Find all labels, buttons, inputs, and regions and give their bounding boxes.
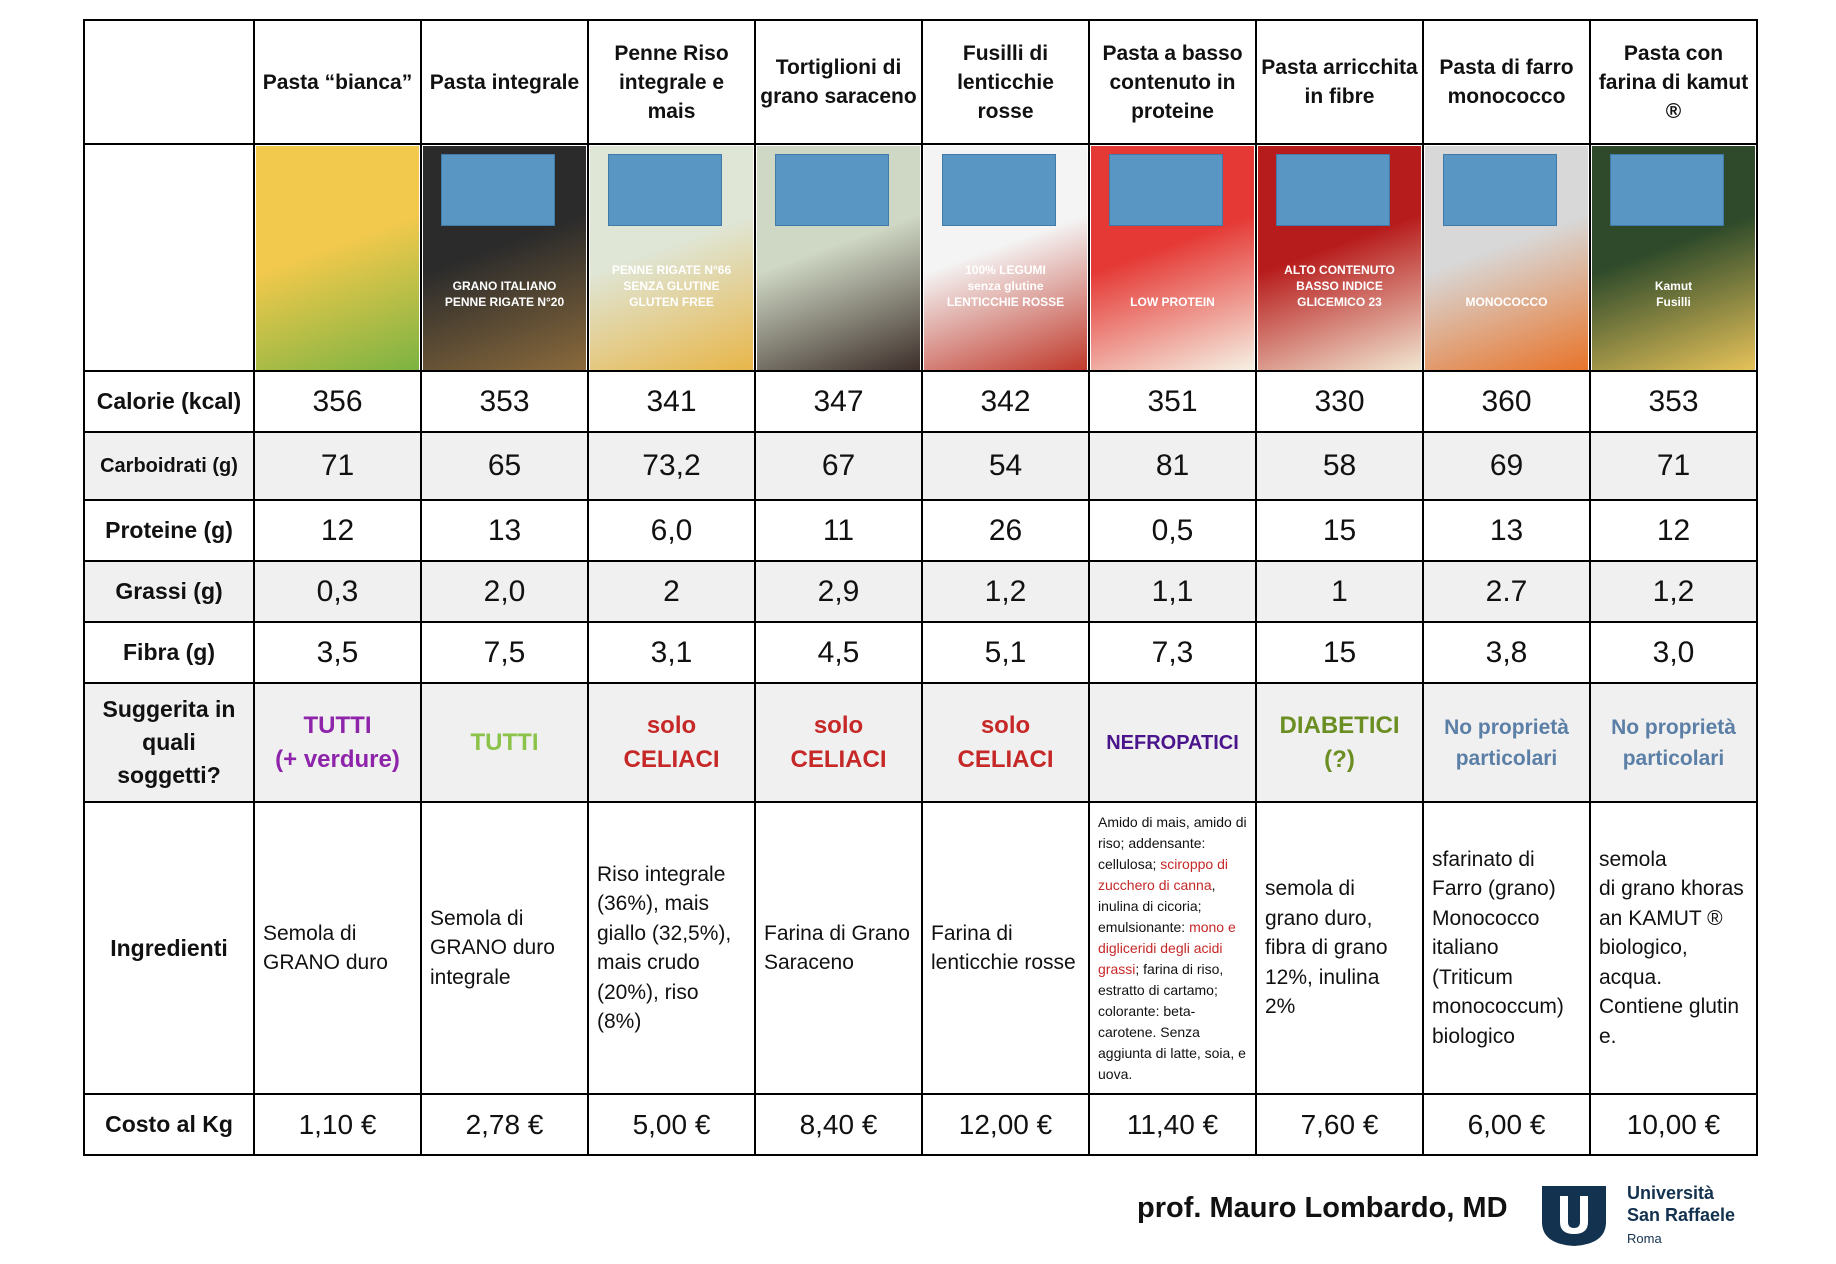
ingredients bbox=[1089, 802, 1256, 1094]
value-calorie: 351 bbox=[1089, 371, 1256, 432]
value-grassi: 1,1 bbox=[1089, 561, 1256, 622]
ingredient-line: lenticchie rosse bbox=[931, 951, 1076, 974]
cost-per-kg: 8,40 € bbox=[755, 1094, 922, 1155]
product-image-cell bbox=[1089, 144, 1256, 371]
ingredient-line: Semola di bbox=[263, 921, 357, 945]
suggested-for bbox=[1256, 683, 1423, 802]
value-grassi: 1,2 bbox=[1590, 561, 1757, 622]
suggested-for bbox=[254, 683, 421, 802]
ingredient-line: (36%), mais bbox=[597, 892, 710, 915]
row-label-suggerita-line: quali bbox=[142, 729, 196, 755]
value-carboidrati: 81 bbox=[1089, 432, 1256, 500]
column-header: Pasta con farina di kamut ® bbox=[1590, 20, 1757, 144]
row-label-proteine: Proteine (g) bbox=[84, 500, 254, 561]
product-image-cell bbox=[254, 144, 421, 371]
value-calorie: 360 bbox=[1423, 371, 1590, 432]
cost-per-kg: 10,00 € bbox=[1590, 1094, 1757, 1155]
package-label-line: LOW PROTEIN bbox=[1130, 294, 1215, 309]
package-label-line: ALTO CONTENUTO bbox=[1284, 262, 1395, 277]
package-label bbox=[598, 262, 745, 310]
ingredient-highlight: sciroppo di zucchero di canna bbox=[1098, 855, 1228, 893]
corner-cell bbox=[84, 20, 254, 144]
ingredient-line: biologico bbox=[1432, 1024, 1515, 1048]
value-grassi: 2,9 bbox=[755, 561, 922, 622]
suggested-for-line: NEFROPATICI bbox=[1106, 731, 1239, 754]
ingredients bbox=[1423, 802, 1590, 1094]
redacted-brand-logo bbox=[1276, 154, 1390, 226]
column-header: Tortiglioni di grano saraceno bbox=[755, 20, 922, 144]
ingredient-line: semola bbox=[1599, 847, 1667, 871]
red-lentil-fusilli-package bbox=[924, 146, 1087, 370]
author-credit: prof. Mauro Lombardo, MD bbox=[1137, 1192, 1508, 1224]
value-proteine: 11 bbox=[755, 500, 922, 561]
redacted-brand-logo bbox=[441, 154, 555, 226]
cost-per-kg: 6,00 € bbox=[1423, 1094, 1590, 1155]
ingredient-line: e. bbox=[1599, 1024, 1617, 1048]
ingredient-line: 2% bbox=[1265, 995, 1296, 1019]
value-fibra: 3,5 bbox=[254, 622, 421, 683]
package-label bbox=[1600, 278, 1747, 310]
suggested-for bbox=[1590, 683, 1757, 802]
suggested-for-line: solo bbox=[646, 711, 697, 739]
value-carboidrati: 54 bbox=[922, 432, 1089, 500]
value-grassi: 2 bbox=[588, 561, 755, 622]
package-label-line: MONOCOCCO bbox=[1465, 294, 1548, 309]
ingredients bbox=[922, 802, 1089, 1094]
suggested-for bbox=[421, 683, 588, 802]
package-label-line: PENNE RIGATE N°20 bbox=[444, 294, 565, 309]
cost-per-kg: 1,10 € bbox=[254, 1094, 421, 1155]
ingredient-line: Saraceno bbox=[764, 951, 854, 974]
package-label bbox=[1266, 262, 1413, 310]
row-label-carboidrati: Carboidrati (g) bbox=[84, 432, 254, 500]
value-proteine: 26 bbox=[922, 500, 1089, 561]
calorie-row bbox=[84, 371, 1757, 432]
proteine-row bbox=[84, 500, 1757, 561]
suggested-for-line: TUTTI bbox=[470, 728, 539, 756]
university-line-2: San Raffaele bbox=[1627, 1205, 1736, 1225]
column-header: Pasta “bianca” bbox=[254, 20, 421, 144]
value-calorie: 341 bbox=[588, 371, 755, 432]
ingredient-line: biologico, bbox=[1599, 936, 1688, 960]
ingredient-line: di grano khoras bbox=[1599, 877, 1744, 901]
product-image-cell bbox=[421, 144, 588, 371]
suggested-for-line: (?) bbox=[1324, 745, 1355, 773]
ingredient-line: Farro (grano) bbox=[1432, 877, 1556, 901]
suggested-for-line: DIABETICI bbox=[1279, 711, 1400, 739]
ingredient-text: , inulina di cicoria; emulsionante: bbox=[1098, 876, 1216, 935]
cost-per-kg: 11,40 € bbox=[1089, 1094, 1256, 1155]
high-fiber-penne-package bbox=[1258, 146, 1421, 370]
value-carboidrati: 73,2 bbox=[588, 432, 755, 500]
einkorn-penne-package bbox=[1425, 146, 1588, 370]
university-line-1: Università bbox=[1627, 1183, 1715, 1203]
value-fibra: 3,0 bbox=[1590, 622, 1757, 683]
ingredient-text: ; farina di riso, estratto di cartamo; colorante: beta-carotene. Senza aggiunta di latte, soia, e uova. bbox=[1098, 960, 1246, 1082]
suggested-for-line: CELIACI bbox=[790, 745, 887, 773]
package-label bbox=[1433, 294, 1580, 310]
value-calorie: 353 bbox=[421, 371, 588, 432]
row-label-suggerita-line: soggetti? bbox=[117, 762, 221, 788]
value-proteine: 0,5 bbox=[1089, 500, 1256, 561]
row-label-suggerita bbox=[84, 683, 254, 802]
value-carboidrati: 71 bbox=[1590, 432, 1757, 500]
suggerita-row bbox=[84, 683, 1757, 802]
ingredient-line: Farina di Grano bbox=[764, 921, 910, 945]
ingredients bbox=[1256, 802, 1423, 1094]
suggested-for-line: CELIACI bbox=[623, 745, 720, 773]
ingredients bbox=[588, 802, 755, 1094]
suggested-for bbox=[1423, 683, 1590, 802]
value-proteine: 15 bbox=[1256, 500, 1423, 561]
redacted-brand-logo bbox=[775, 154, 889, 226]
value-fibra: 7,5 bbox=[421, 622, 588, 683]
column-header: Penne Riso integrale e mais bbox=[588, 20, 755, 144]
value-proteine: 12 bbox=[1590, 500, 1757, 561]
cost-per-kg: 2,78 € bbox=[421, 1094, 588, 1155]
column-header: Pasta arricchita in fibre bbox=[1256, 20, 1423, 144]
university-name bbox=[1627, 1182, 1735, 1250]
suggested-for-line: particolari bbox=[1455, 746, 1558, 770]
fibra-row bbox=[84, 622, 1757, 683]
redacted-brand-logo bbox=[1443, 154, 1557, 226]
package-label-line: 100% LEGUMI bbox=[965, 262, 1046, 277]
ingredients bbox=[254, 802, 421, 1094]
costo-row bbox=[84, 1094, 1757, 1155]
pasta-comparison-table bbox=[83, 19, 1758, 1156]
ingredient-line: GRANO duro bbox=[263, 951, 388, 974]
ingredients bbox=[1590, 802, 1757, 1094]
value-calorie: 347 bbox=[755, 371, 922, 432]
cost-per-kg: 5,00 € bbox=[588, 1094, 755, 1155]
ingredient-line: acqua. bbox=[1599, 965, 1663, 989]
value-proteine: 13 bbox=[421, 500, 588, 561]
row-label-costo: Costo al Kg bbox=[84, 1094, 254, 1155]
carboidrati-row bbox=[84, 432, 1757, 500]
column-header: Pasta di farro monococco bbox=[1423, 20, 1590, 144]
ingredient-line: GRANO duro bbox=[430, 936, 555, 960]
value-calorie: 330 bbox=[1256, 371, 1423, 432]
suggested-for-line: solo bbox=[980, 711, 1031, 739]
ingredient-line: semola di bbox=[1265, 877, 1355, 901]
value-fibra: 3,8 bbox=[1423, 622, 1590, 683]
ingredient-line: fibra di grano bbox=[1265, 936, 1388, 960]
product-image-cell bbox=[755, 144, 922, 371]
row-label-calorie: Calorie (kcal) bbox=[84, 371, 254, 432]
ingredient-line: Farina di bbox=[931, 921, 1013, 945]
header-row bbox=[84, 20, 1757, 144]
suggested-for bbox=[1089, 683, 1256, 802]
ingredient-line: Riso integrale bbox=[597, 862, 726, 886]
product-image-cell bbox=[922, 144, 1089, 371]
value-calorie: 353 bbox=[1590, 371, 1757, 432]
package-label-line: senza glutine bbox=[967, 278, 1044, 293]
ingredient-line: monococcum) bbox=[1432, 995, 1564, 1019]
suggested-for bbox=[922, 683, 1089, 802]
column-header: Pasta integrale bbox=[421, 20, 588, 144]
suggested-for bbox=[588, 683, 755, 802]
suggested-for-line: particolari bbox=[1622, 746, 1725, 770]
value-fibra: 3,1 bbox=[588, 622, 755, 683]
value-grassi: 0,3 bbox=[254, 561, 421, 622]
university-shield-logo bbox=[1538, 1182, 1610, 1248]
redacted-brand-logo bbox=[942, 154, 1056, 226]
ingredient-line: mais crudo bbox=[597, 951, 700, 974]
redacted-brand-logo bbox=[1109, 154, 1223, 226]
ingredient-line: grano duro, bbox=[1265, 906, 1373, 930]
suggested-for-line: solo bbox=[813, 711, 864, 739]
ingredient-text: Amido di mais, amido di riso; addensante: cellulosa; bbox=[1098, 813, 1247, 872]
value-fibra: 7,3 bbox=[1089, 622, 1256, 683]
university-city: Roma bbox=[1627, 1231, 1662, 1246]
product-image-cell bbox=[588, 144, 755, 371]
buckwheat-tortiglioni-package bbox=[757, 146, 920, 370]
ingredient-highlight: mono e digliceridi degli acidi grassi bbox=[1098, 918, 1236, 977]
package-label-line: SENZA GLUTINE GLUTEN FREE bbox=[623, 278, 720, 309]
ingredienti-row bbox=[84, 802, 1757, 1094]
suggested-for-line: CELIACI bbox=[957, 745, 1054, 773]
suggested-for-line: (+ verdure) bbox=[275, 745, 400, 773]
rice-corn-penne-package bbox=[590, 146, 753, 370]
package-label bbox=[932, 262, 1079, 310]
package-label-line: BASSO INDICE GLICEMICO 23 bbox=[1296, 278, 1383, 309]
value-proteine: 12 bbox=[254, 500, 421, 561]
row-label-fibra: Fibra (g) bbox=[84, 622, 254, 683]
value-carboidrati: 69 bbox=[1423, 432, 1590, 500]
ingredient-line: an KAMUT ® bbox=[1599, 906, 1723, 930]
whole-wheat-penne-package bbox=[423, 146, 586, 370]
package-label-line: Kamut bbox=[1654, 278, 1693, 293]
redacted-brand-logo bbox=[1610, 154, 1724, 226]
grassi-row bbox=[84, 561, 1757, 622]
row-label-ingredienti: Ingredienti bbox=[84, 802, 254, 1094]
value-fibra: 5,1 bbox=[922, 622, 1089, 683]
value-calorie: 342 bbox=[922, 371, 1089, 432]
package-label bbox=[431, 278, 578, 310]
package-label-line: Fusilli bbox=[1656, 294, 1691, 309]
value-carboidrati: 58 bbox=[1256, 432, 1423, 500]
ingredient-line: giallo (32,5%), bbox=[597, 921, 732, 945]
row-label-grassi: Grassi (g) bbox=[84, 561, 254, 622]
value-grassi: 2.7 bbox=[1423, 561, 1590, 622]
image-row bbox=[84, 144, 1757, 371]
product-image-cell bbox=[1423, 144, 1590, 371]
value-proteine: 6,0 bbox=[588, 500, 755, 561]
ingredient-line: (Triticum bbox=[1432, 965, 1513, 989]
ingredient-line: 12%, inulina bbox=[1265, 965, 1380, 989]
value-fibra: 4,5 bbox=[755, 622, 922, 683]
column-header: Pasta a basso contenuto in proteine bbox=[1089, 20, 1256, 144]
package-label-line: PENNE RIGATE N°66 bbox=[611, 262, 732, 277]
image-row-label bbox=[84, 144, 254, 371]
value-carboidrati: 65 bbox=[421, 432, 588, 500]
ingredients bbox=[755, 802, 922, 1094]
ingredient-line: Monococco bbox=[1432, 906, 1540, 930]
low-protein-pasta-package bbox=[1091, 146, 1254, 370]
package-label-line: LENTICCHIE ROSSE bbox=[946, 294, 1065, 309]
row-label-suggerita-line: Suggerita in bbox=[102, 696, 236, 722]
ingredient-line: italiano bbox=[1432, 936, 1499, 960]
column-header: Fusilli di lenticchie rosse bbox=[922, 20, 1089, 144]
value-grassi: 1 bbox=[1256, 561, 1423, 622]
cost-per-kg: 12,00 € bbox=[922, 1094, 1089, 1155]
ingredient-line: sfarinato di bbox=[1432, 847, 1535, 871]
package-label-line: GRANO ITALIANO bbox=[452, 278, 557, 293]
value-carboidrati: 67 bbox=[755, 432, 922, 500]
product-image-cell bbox=[1590, 144, 1757, 371]
ingredient-line: Contiene glutin bbox=[1599, 995, 1740, 1019]
penne-bowl-photo bbox=[256, 146, 419, 370]
value-fibra: 15 bbox=[1256, 622, 1423, 683]
value-proteine: 13 bbox=[1423, 500, 1590, 561]
product-image-cell bbox=[1256, 144, 1423, 371]
ingredient-line: Semola di bbox=[430, 906, 524, 930]
ingredient-line: (20%), riso (8%) bbox=[597, 980, 699, 1033]
value-calorie: 356 bbox=[254, 371, 421, 432]
package-label bbox=[1099, 294, 1246, 310]
value-grassi: 1,2 bbox=[922, 561, 1089, 622]
suggested-for-line: No proprietà bbox=[1611, 715, 1736, 739]
kamut-fusilli-package bbox=[1592, 146, 1755, 370]
ingredient-line: integrale bbox=[430, 965, 511, 989]
suggested-for bbox=[755, 683, 922, 802]
ingredients bbox=[421, 802, 588, 1094]
suggested-for-line: No proprietà bbox=[1444, 715, 1569, 739]
redacted-brand-logo bbox=[608, 154, 722, 226]
value-carboidrati: 71 bbox=[254, 432, 421, 500]
value-grassi: 2,0 bbox=[421, 561, 588, 622]
cost-per-kg: 7,60 € bbox=[1256, 1094, 1423, 1155]
suggested-for-line: TUTTI bbox=[303, 711, 372, 739]
